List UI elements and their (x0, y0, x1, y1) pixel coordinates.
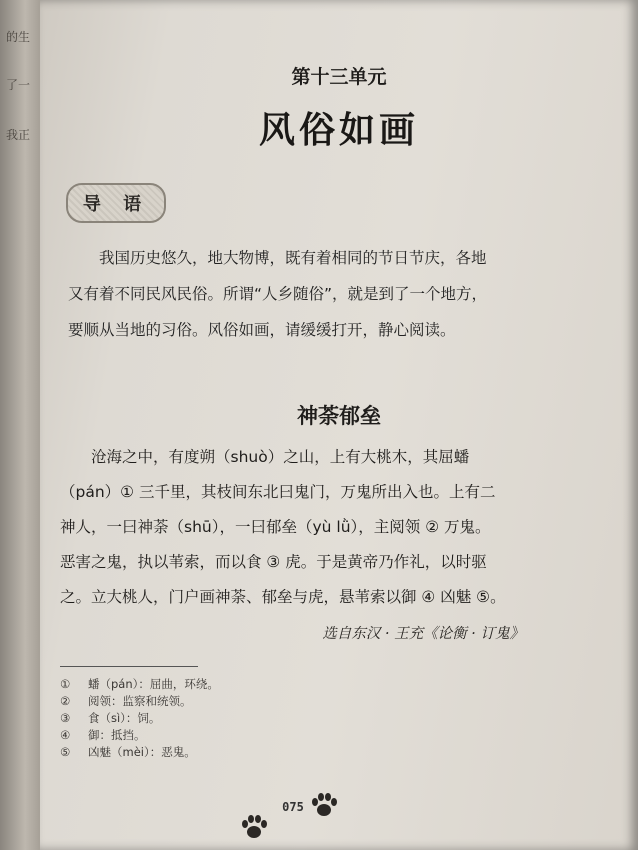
page-number: 075 (282, 800, 304, 814)
story-line: 恶害之鬼，执以苇索，而以食 ③ 虎。于是黄帝乃作礼，以时驱 (60, 553, 487, 571)
paw-print-icon (240, 814, 268, 840)
footnote-number: ② (60, 694, 71, 708)
story-body (60, 440, 530, 615)
footnote-text: 凶魅（mèi）：恶鬼。 (88, 745, 196, 759)
intro-badge: 导 语 (66, 183, 166, 223)
unit-label: 第十三单元 (291, 66, 387, 88)
source-citation: 选自东汉 · 王充《论衡 · 订鬼》 (322, 626, 524, 642)
previous-page-edge (0, 0, 42, 850)
footnote-text: 御：抵挡。 (88, 728, 146, 742)
prev-page-fragment: 我正 (6, 128, 31, 142)
intro-paragraph (68, 240, 538, 348)
footnote-text: 蟠（pán）：屈曲，环绕。 (88, 677, 219, 691)
prev-page-fragment: 了一 (6, 78, 31, 92)
footnotes (60, 676, 360, 761)
unit-title: 风俗如画 (258, 110, 419, 151)
footnote-text: 食（sì）：饲。 (88, 711, 161, 725)
intro-line: 我国历史悠久，地大物博，既有着相同的节日节庆，各地 (99, 249, 487, 267)
footnote-divider (60, 666, 198, 667)
story-line: 沧海之中，有度朔（shuò）之山，上有大桃木，其屈蟠 (91, 448, 470, 466)
intro-line: 要顺从当地的习俗。风俗如画，请缓缓打开，静心阅读。 (68, 321, 456, 339)
prev-page-fragment: 的生 (6, 30, 31, 44)
footnote-number: ③ (60, 711, 71, 725)
footnote-number: ④ (60, 728, 71, 742)
footnote-number: ① (60, 677, 71, 691)
intro-line: 又有着不同民风民俗。所谓“人乡随俗”，就是到了一个地方， (68, 285, 488, 303)
story-line: （pán）① 三千里，其枝间东北曰鬼门，万鬼所出入也。上有二 (60, 483, 496, 501)
footnote-item (60, 693, 360, 710)
paw-print-icon (310, 792, 338, 818)
footnote-item (60, 744, 360, 761)
footnote-item (60, 710, 360, 727)
footnote-item (60, 676, 360, 693)
story-line: 之。立大桃人，门户画神荼、郁垒与虎，悬苇索以御 ④ 凶魅 ⑤。 (60, 588, 506, 606)
footnote-number: ⑤ (60, 745, 71, 759)
story-title: 神荼郁垒 (297, 404, 381, 428)
footnote-text: 阅领：监察和统领。 (88, 694, 192, 708)
footnote-item (60, 727, 360, 744)
story-line: 神人，一曰神荼（shū），一曰郁垒（yù lǜ），主阅领 ② 万鬼。 (60, 518, 491, 536)
